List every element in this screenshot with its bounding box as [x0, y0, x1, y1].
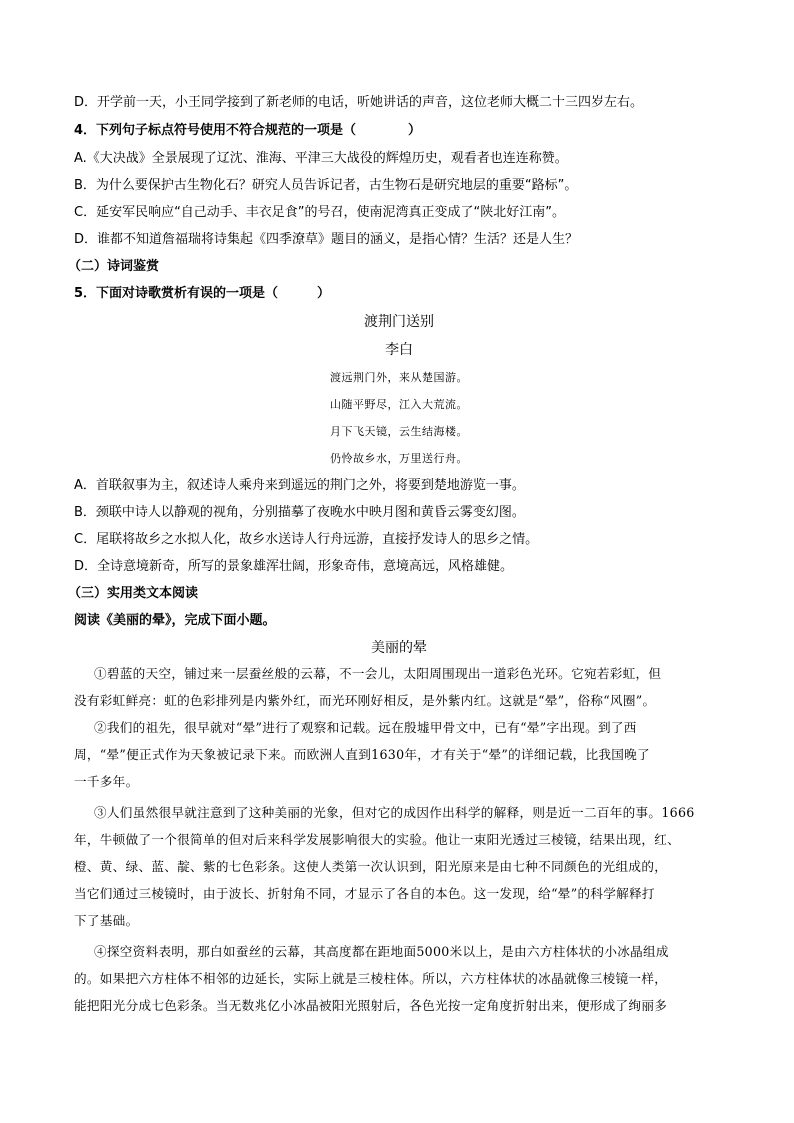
article-line: 周，“晕”便正式作为天象被记录下来。而欧洲人直到1630年，才有关于“晕”的详细记载，比我国晚了 [74, 747, 650, 762]
article-line: 橙、黄、绿、蓝、靛、紫的七色彩条。这使人类第一次认识到，阳光原来是由七种不同颜色的光组成的， [74, 859, 668, 874]
q5-option-b: B．颈联中诗人以静观的视角，分别描摹了夜晚水中映月图和黄昏云雾变幻图。 [74, 505, 525, 520]
q4-option-c: C．延安军民响应“自己动手、丰衣足食”的号召，使南泥湾真正变成了“陕北好江南”。 [74, 205, 566, 220]
article-line: 没有彩虹鲜亮：虹的色彩排列是内紫外红，而光环刚好相反，是外紫内红。这就是“晕”，俗称“风圈”。 [74, 693, 656, 708]
article-line: 当它们通过三棱镜时，由于波长、折射角不同，才显示了各自的本色。这一发现，给“晕”的科学解释打 [74, 886, 655, 901]
article-line: 能把阳光分成七色彩条。当无数兆亿小冰晶被阳光照射后，各色光按一定角度折射出来，便形成了绚丽多 [74, 998, 668, 1013]
poem-title: 渡荆门送别 [364, 314, 434, 330]
q5-option-a: A．首联叙事为主，叙述诗人乘舟来到遥远的荆门之外，将要到楚地游览一事。 [74, 478, 525, 493]
section2-heading: （二）诗词鉴赏 [68, 259, 160, 274]
poem-line-2: 山随平野尽，江入大荒流。 [330, 398, 468, 411]
article-line: ③人们虽然很早就注意到了这种美丽的光象，但对它的成因作出科学的解释，则是近一二百年的事。1666 [94, 805, 695, 820]
poem-line-1: 渡远荆门外，来从楚国游。 [330, 371, 468, 384]
q4-option-a: A.《大决战》全景展现了辽沈、淮海、平津三大战役的辉煌历史，观看者也连连称赞。 [74, 151, 568, 166]
article-title: 美丽的晕 [371, 640, 427, 656]
article-line: ②我们的祖先，很早就对“晕”进行了观察和记载。远在殷墟甲骨文中，已有“晕”字出现。到了西 [94, 720, 637, 735]
article-line: ①碧蓝的天空，铺过来一层蚕丝般的云幕，不一会儿，太阳周围现出一道彩色光环。它宛若彩虹，但 [94, 666, 662, 681]
poem-line-4: 仍怜故乡水，万里送行舟。 [330, 452, 468, 465]
q4-stem: 4．下列句子标点符号使用不符合规范的一项是（ ） [74, 123, 422, 138]
section3-heading: （三）实用类文本阅读 [68, 586, 199, 601]
q5-stem: 5．下面对诗歌赏析有误的一项是（ ） [74, 286, 331, 301]
q4-option-d: D．谁都不知道詹福瑞将诗集起《四季潦草》题目的涵义，是指心情？生活？还是人生？ [74, 232, 579, 247]
article-line: 一千多年。 [74, 774, 139, 789]
reading-instruction: 阅读《美丽的晕》，完成下面小题。 [74, 613, 276, 628]
q5-option-c: C．尾联将故乡之水拟人化，故乡水送诗人行舟远游，直接抒发诗人的思乡之情。 [74, 532, 539, 547]
q3-option-d: D．开学前一天，小王同学接到了新老师的电话，听她讲话的声音，这位老师大概二十三四岁左右。 [74, 95, 644, 110]
article-line: 的。如果把六方柱体不相邻的边延长，实际上就是三棱柱体。所以，六方柱体状的冰晶就像三棱镜一样， [74, 971, 668, 986]
q5-option-d: D．全诗意境新奇，所写的景象雄浑壮阔，形象奇伟，意境高远，风格雄健。 [74, 559, 514, 574]
article-line: ④探空资料表明，那白如蚕丝的云幕，其高度都在距地面5000米以上，是由六方柱体状的小冰晶组成 [94, 944, 669, 959]
q4-option-b: B．为什么要保护古生物化石？研究人员告诉记者，古生物石是研究地层的重要“路标”。 [74, 178, 578, 193]
article-line: 年，牛顿做了一个很简单的但对后来科学发展影响很大的实验。他让一束阳光透过三棱镜，结果出现，红、 [74, 832, 681, 847]
poem-author: 李白 [385, 342, 413, 358]
poem-line-3: 月下飞天镜，云生结海楼。 [330, 425, 468, 438]
article-line: 下了基础。 [74, 913, 139, 928]
